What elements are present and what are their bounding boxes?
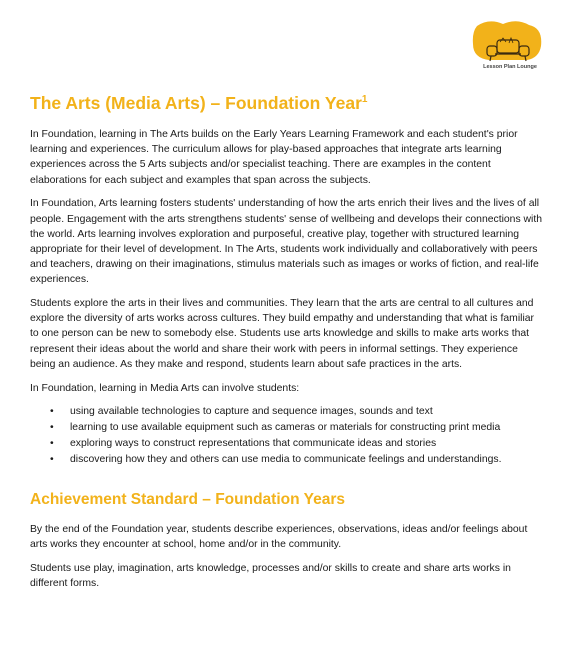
list-item-text: discovering how they and others can use media to communicate feelings and understandings. [70,454,502,466]
list-item-text: exploring ways to construct representations that communicate ideas and stories [70,438,437,450]
list-item [30,452,544,468]
title-footnote-marker: 1 [361,94,368,106]
bullet-icon: • [50,454,54,466]
list-item [30,436,544,452]
list-item [30,404,544,420]
list-item-text: learning to use available equipment such as cameras or materials for constructing print media [70,422,501,434]
document-body [30,92,544,600]
intro-paragraph-1: In Foundation, learning in The Arts builds on the Early Years Learning Framework and each student's prior learning and experiences. The curriculum allows for play-based approaches that integrate arts learning experiences across the 5 Arts subjects and/or specialist teaching. There are examples in the content elaborations for each subject and examples that span across the subjects. [30,129,518,186]
page-title-text: The Arts (Media Arts) – Foundation Year [30,93,362,113]
bullet-icon: • [50,406,54,418]
logo-caption: Lesson Plan Lounge [483,64,537,70]
achievement-paragraph-1: By the end of the Foundation year, students describe experiences, observations, ideas and/or feelings about arts works they encounter at school, home and/or in the community. [30,524,528,551]
bullet-icon: • [50,422,54,434]
media-arts-list [30,404,544,468]
intro-paragraph-2: In Foundation, Arts learning fosters students' understanding of how the arts enrich their lives and the lives of all people. Engagement with the arts strengthens students' sense of wellbeing and develops their connections with the world. Arts learning involves exploration and purposeful, creative play, together with structured learning appropriate for their level of development. In The Arts, students work individually and collaboratively with peers and teachers, drawing on their imaginations, stimulus materials such as images or works of fiction, and real-life experiences. [30,198,543,286]
list-item-text: using available technologies to capture and sequence images, sounds and text [70,406,433,418]
list-item [30,420,544,436]
intro-paragraph-4: In Foundation, learning in Media Arts can involve students: [30,382,300,394]
bullet-icon: • [50,438,54,450]
page-title [30,92,544,114]
intro-paragraph-3: Students explore the arts in their lives and communities. They learn that the arts are central to all cultures and explore the diversity of arts works across cultures. They build empathy and understanding that what is familiar to one person can be new to somebody else. Students use arts knowledge and skills to make arts works that represent their ideas about the world and share their work with peers in informal settings. They experience being an audience. As they make and respond, students learn about safe practices in the arts. [30,298,534,370]
armchair-icon [473,21,541,61]
achievement-standard-heading: Achievement Standard – Foundation Years [30,491,345,509]
achievement-paragraph-2: Students use play, imagination, arts knowledge, processes and/or skills to create and share arts works in different forms. [30,563,511,590]
